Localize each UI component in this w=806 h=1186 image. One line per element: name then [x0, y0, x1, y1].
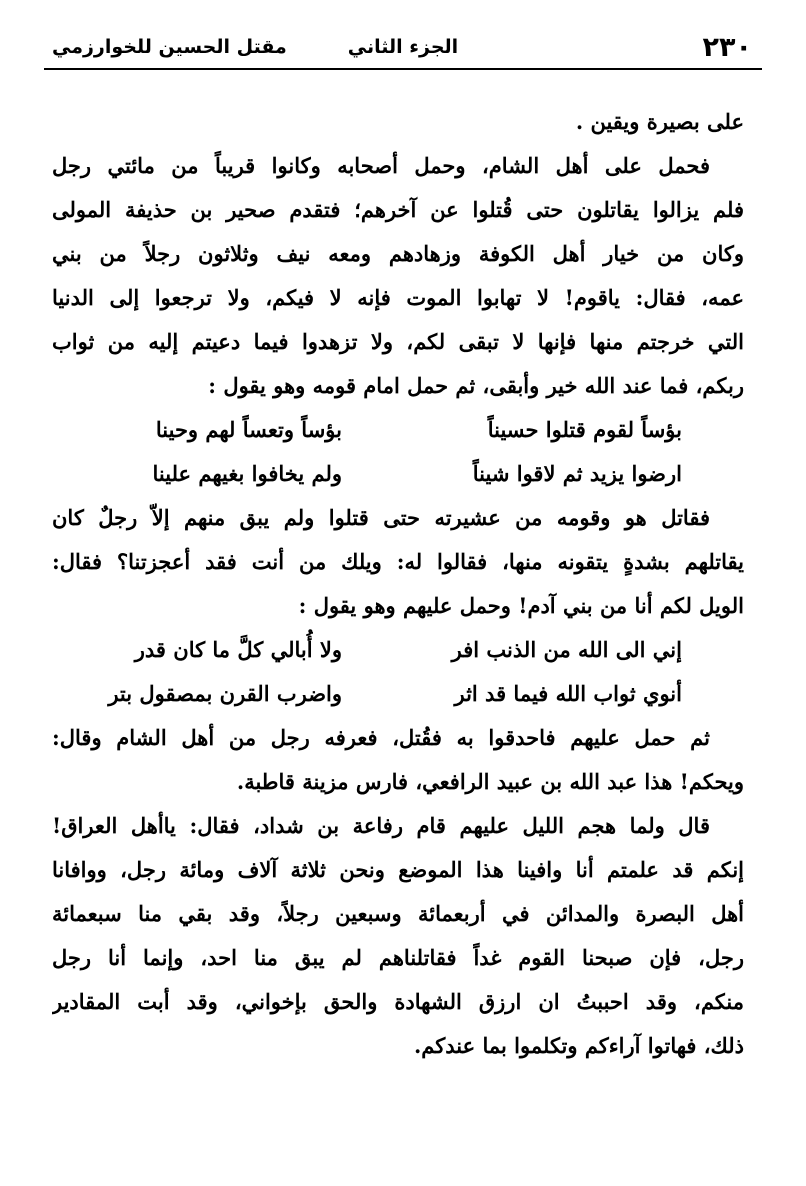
text-line: منكم، وقد احببتُ ان ارزق الشهادة والحق بإخواني، وقد أبت المقادير — [52, 989, 744, 1014]
verse-hemistich: بؤساً لقوم قتلوا حسيناً — [487, 417, 682, 442]
verse-hemistich: إني الى الله من الذنب افر — [451, 637, 682, 662]
verse-line — [52, 408, 744, 452]
part-title: الجزء الثاني — [347, 36, 459, 58]
text-line: ربكم، فما عند الله خير وأبقى، ثم حمل امام قومه وهو يقول : — [208, 373, 744, 398]
verse-hemistich: أنوي ثواب الله فيما قد اثر — [454, 681, 682, 706]
verse-hemistich: ارضوا يزيد ثم لاقوا شيناً — [472, 461, 682, 486]
text-line: الويل لكم أنا من بني آدم! وحمل عليهم وهو يقول : — [298, 593, 744, 618]
verse-hemistich: ولا أُبالي كلَّ ما كان قدر — [134, 637, 342, 662]
text-line: قال ولما هجم الليل عليهم قام رفاعة بن شداد، فقال: ياأهل العراق! — [52, 813, 710, 838]
text-line: فحمل على أهل الشام، وحمل أصحابه وكانوا قريباً من مائتي رجل — [52, 153, 710, 178]
text-line: يقاتلهم بشدةٍ يتقونه منها، فقالوا له: ويلك من أنت فقد أعجزتنا؟ فقال: — [52, 549, 744, 574]
text-line: التي خرجتم منها فإنها لا تبقى لكم، ولا تزهدوا فيما دعيتم إليه من ثواب — [52, 329, 744, 354]
text-line: ذلك، فهاتوا آراءكم وتكلموا بما عندكم. — [413, 1033, 744, 1058]
verse-hemistich: ولم يخافوا بغيهم علينا — [152, 461, 342, 486]
text-line: أهل البصرة والمدائن في أربعمائة وسبعين رجلاً، وقد بقي منا سبعمائة — [52, 901, 744, 926]
page-number: ٢٣٠ — [702, 32, 752, 63]
verse-line — [52, 672, 744, 716]
text-line: ويحكم! هذا عبد الله بن عبيد الرافعي، فارس مزينة قاطبة. — [236, 769, 744, 794]
verse-hemistich: بؤساً وتعساً لهم وحينا — [155, 417, 342, 442]
text-line: ثم حمل عليهم فاحدقوا به فقُتل، فعرفه رجل من أهل الشام وقال: — [52, 725, 710, 750]
text-line: رجل، فإن صبحنا القوم غداً فقاتلناهم لم يبق منا احد، وإنما أنا رجل — [52, 945, 744, 970]
verse-line — [52, 452, 744, 496]
page-body — [52, 100, 744, 1068]
header-rule — [44, 68, 762, 70]
running-header — [44, 26, 762, 70]
text-line: فلم يزالوا يقاتلون حتى قُتلوا عن آخرهم؛ فتقدم صحير بن حذيفة المولى — [52, 197, 744, 222]
verse-line — [52, 628, 744, 672]
text-line: عمه، فقال: ياقوم! لا تهابوا الموت فإنه لا فيكم، ولا ترجعوا إلى الدنيا — [52, 285, 744, 310]
verse-hemistich: واضرب القرن بمصقول بتر — [108, 681, 342, 706]
text-line: فقاتل هو وقومه من عشيرته حتى قتلوا ولم يبق منهم إلاّ رجلٌ كان — [52, 505, 710, 530]
book-title: مقتل الحسين للخوارزمي — [52, 36, 287, 58]
text-line: وكان من خيار أهل الكوفة وزهادهم ومعه نيف وثلاثون رجلاً من بني — [52, 241, 744, 266]
text-line: على بصيرة ويقين . — [575, 109, 744, 134]
text-line: إنكم قد علمتم أنا وافينا هذا الموضع ونحن ثلاثة آلاف ومائة رجل، ووافانا — [52, 857, 744, 882]
